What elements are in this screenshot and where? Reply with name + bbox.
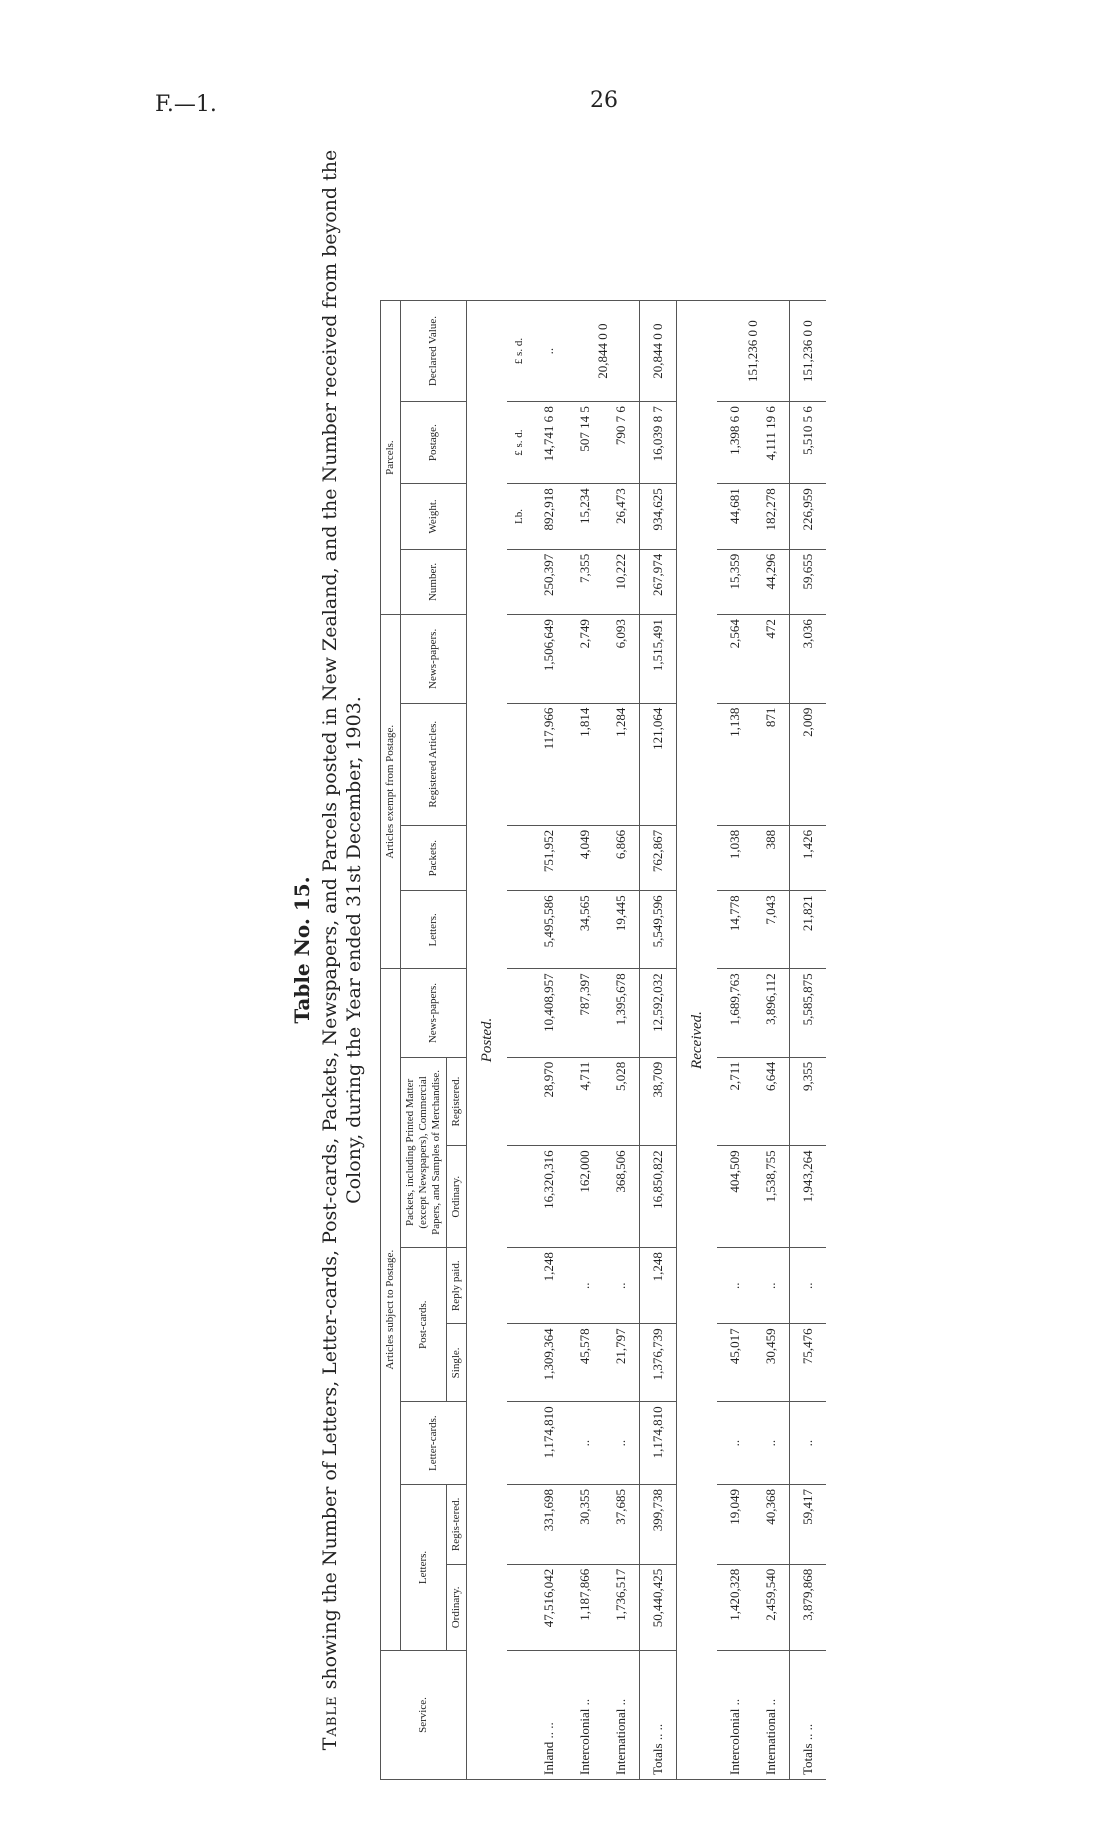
table-title-text: showing the Number of Letters, Letter-cards, Post-cards, Packets, Newspapers, and Parcels posted in New Zealand, and the Number received from beyond the Colony, during the Year ended 31st December, 1903. [319, 149, 365, 1690]
cell: 1,174,810 [531, 1402, 567, 1485]
cell: 1,309,364 [531, 1324, 567, 1402]
cell: 30,355 [567, 1484, 603, 1564]
cell: 14,741 6 8 [531, 402, 567, 484]
cell: 4,049 [567, 825, 603, 890]
page-number: 26 [590, 88, 618, 113]
cell: 2,749 [567, 615, 603, 703]
header-parcel-weight: Weight. [401, 484, 467, 549]
header-parcels: Parcels. [381, 301, 401, 615]
cell: 1,398 6 0 [717, 402, 753, 484]
header-post-cards: Post-cards. [401, 1248, 447, 1402]
cell: 1,814 [567, 703, 603, 825]
cell: .. [567, 1402, 603, 1485]
cell: 331,698 [531, 1484, 567, 1564]
cell-declared-merged: 151,236 0 0 [717, 301, 790, 402]
cell: 1,689,763 [717, 969, 753, 1057]
header-parcel-declared-value: Declared Value. [401, 301, 467, 402]
cell: 1,943,264 [790, 1146, 827, 1248]
cell: 5,549,596 [640, 891, 677, 969]
cell: 3,036 [790, 615, 827, 703]
cell: 19,445 [603, 891, 640, 969]
row-service: Intercolonial .. [717, 1651, 753, 1780]
cell: 7,043 [753, 891, 790, 969]
row-service: Totals .. .. [790, 1651, 827, 1780]
cell: 44,681 [717, 484, 753, 549]
cell: .. [753, 1248, 790, 1324]
cell: 250,397 [531, 549, 567, 614]
cell: 399,738 [640, 1484, 677, 1564]
table-row [603, 301, 640, 1780]
row-service: International .. [603, 1651, 640, 1780]
cell: 2,459,540 [753, 1564, 790, 1650]
row-service: Intercolonial .. [567, 1651, 603, 1780]
cell: 15,234 [567, 484, 603, 549]
cell: 5,510 5 6 [790, 402, 827, 484]
cell: .. [753, 1402, 790, 1485]
page-reference: F.—1. [155, 92, 217, 117]
header-exempt-packets: Packets. [401, 825, 467, 890]
cell: 28,970 [531, 1057, 567, 1146]
cell: 182,278 [753, 484, 790, 549]
row-service: Totals .. .. [640, 1651, 677, 1780]
section-heading-posted: Posted. [467, 301, 508, 1780]
cell: 472 [753, 615, 790, 703]
cell: 50,440,425 [640, 1564, 677, 1650]
cell: 3,879,868 [790, 1564, 827, 1650]
totals-row [640, 301, 677, 1780]
rotated-table-block [290, 110, 950, 1790]
cell: 2,711 [717, 1057, 753, 1146]
cell: 20,844 0 0 [640, 301, 677, 402]
cell: .. [717, 1248, 753, 1324]
cell: 1,426 [790, 825, 827, 890]
cell: 7,355 [567, 549, 603, 614]
header-letter-cards: Letter-cards. [401, 1402, 467, 1485]
table-row [531, 301, 567, 1780]
cell: 30,459 [753, 1324, 790, 1402]
statistics-table [380, 300, 826, 1780]
cell: 1,420,328 [717, 1564, 753, 1650]
cell: 5,495,586 [531, 891, 567, 969]
cell: 871 [753, 703, 790, 825]
cell: .. [567, 1248, 603, 1324]
cell: .. [790, 1248, 827, 1324]
header-packets-including: Packets, including Printed Matter (except Newspapers), Commercial Papers, and Samples of Merchandise. [401, 1057, 447, 1247]
unit-postage: £ s. d. [507, 402, 531, 484]
cell: 12,592,032 [640, 969, 677, 1057]
cell: 10,222 [603, 549, 640, 614]
cell: 3,896,112 [753, 969, 790, 1057]
cell: 388 [753, 825, 790, 890]
table-row [753, 301, 790, 1780]
cell: 5,585,875 [790, 969, 827, 1057]
unit-weight: Lb. [507, 484, 531, 549]
header-parcel-number: Number. [401, 549, 467, 614]
section-heading-received: Received. [677, 301, 718, 1780]
cell: 37,685 [603, 1484, 640, 1564]
header-newspapers: News-papers. [401, 969, 467, 1057]
table-caption [290, 110, 366, 1790]
cell: 40,368 [753, 1484, 790, 1564]
cell: 267,974 [640, 549, 677, 614]
unit-declared: £ s. d. [507, 301, 531, 402]
cell: 404,509 [717, 1146, 753, 1248]
cell: .. [603, 1402, 640, 1485]
cell: 2,564 [717, 615, 753, 703]
row-service: International .. [753, 1651, 790, 1780]
cell: 151,236 0 0 [790, 301, 827, 402]
cell: .. [717, 1402, 753, 1485]
cell: 19,049 [717, 1484, 753, 1564]
header-exempt-registered: Registered Articles. [401, 703, 467, 825]
cell: 44,296 [753, 549, 790, 614]
units-row [507, 301, 531, 1780]
table-row [567, 301, 603, 1780]
cell: 121,064 [640, 703, 677, 825]
cell: 1,187,866 [567, 1564, 603, 1650]
cell: 6,644 [753, 1057, 790, 1146]
header-parcel-postage: Postage. [401, 402, 467, 484]
totals-row [790, 301, 827, 1780]
header-post-cards-reply-paid: Reply paid. [447, 1248, 467, 1324]
cell: 751,952 [531, 825, 567, 890]
cell: 5,028 [603, 1057, 640, 1146]
cell: 15,359 [717, 549, 753, 614]
cell: 6,866 [603, 825, 640, 890]
cell: 59,655 [790, 549, 827, 614]
section-heading-row [677, 301, 718, 1780]
table-title [318, 110, 366, 1790]
header-exempt-from-postage: Articles exempt from Postage. [381, 615, 401, 969]
cell: 368,506 [603, 1146, 640, 1248]
section-heading-row [467, 301, 508, 1780]
cell: .. [531, 301, 567, 402]
header-letters-ordinary: Ordinary. [447, 1564, 467, 1650]
header-packets-registered: Registered. [447, 1057, 467, 1146]
cell: 117,966 [531, 703, 567, 825]
cell-declared-merged: 20,844 0 0 [567, 301, 640, 402]
cell: 1,736,517 [603, 1564, 640, 1650]
cell: 1,138 [717, 703, 753, 825]
header-exempt-newspapers: News-papers. [401, 615, 467, 703]
table-title-lead: Table [319, 1695, 341, 1751]
cell: 9,355 [790, 1057, 827, 1146]
table-row [717, 301, 753, 1780]
cell: 4,111 19 6 [753, 402, 790, 484]
cell: 787,397 [567, 969, 603, 1057]
cell: 6,093 [603, 615, 640, 703]
cell: 26,473 [603, 484, 640, 549]
cell: 21,797 [603, 1324, 640, 1402]
header-service: Service. [381, 1651, 467, 1780]
row-service: Inland .. .. [531, 1651, 567, 1780]
cell: 762,867 [640, 825, 677, 890]
header-exempt-letters: Letters. [401, 891, 467, 969]
cell: 892,918 [531, 484, 567, 549]
cell: 1,395,678 [603, 969, 640, 1057]
cell: 1,038 [717, 825, 753, 890]
cell: 45,017 [717, 1324, 753, 1402]
header-letters-registered: Regis-tered. [447, 1484, 467, 1564]
cell: 1,376,739 [640, 1324, 677, 1402]
cell: 38,709 [640, 1057, 677, 1146]
header-letters: Letters. [401, 1484, 447, 1650]
cell: 14,778 [717, 891, 753, 969]
cell: 10,408,957 [531, 969, 567, 1057]
table-number: Table No. 15. [290, 876, 314, 1024]
cell: 1,174,810 [640, 1402, 677, 1485]
cell: 1,506,649 [531, 615, 567, 703]
header-post-cards-single: Single. [447, 1324, 467, 1402]
cell: 2,009 [790, 703, 827, 825]
cell: 226,959 [790, 484, 827, 549]
header-subject-to-postage: Articles subject to Postage. [381, 969, 401, 1651]
cell: 1,538,755 [753, 1146, 790, 1248]
cell: .. [603, 1248, 640, 1324]
cell: 75,476 [790, 1324, 827, 1402]
cell: 507 14 5 [567, 402, 603, 484]
cell: 59,417 [790, 1484, 827, 1564]
cell: 1,515,491 [640, 615, 677, 703]
cell: .. [790, 1402, 827, 1485]
cell: 1,284 [603, 703, 640, 825]
header-packets-ordinary: Ordinary. [447, 1146, 467, 1248]
cell: 34,565 [567, 891, 603, 969]
cell: 16,039 8 7 [640, 402, 677, 484]
cell: 162,000 [567, 1146, 603, 1248]
cell: 1,248 [640, 1248, 677, 1324]
cell: 45,578 [567, 1324, 603, 1402]
cell: 4,711 [567, 1057, 603, 1146]
cell: 934,625 [640, 484, 677, 549]
cell: 790 7 6 [603, 402, 640, 484]
cell: 16,320,316 [531, 1146, 567, 1248]
cell: 1,248 [531, 1248, 567, 1324]
cell: 21,821 [790, 891, 827, 969]
cell: 47,516,042 [531, 1564, 567, 1650]
cell: 16,850,822 [640, 1146, 677, 1248]
